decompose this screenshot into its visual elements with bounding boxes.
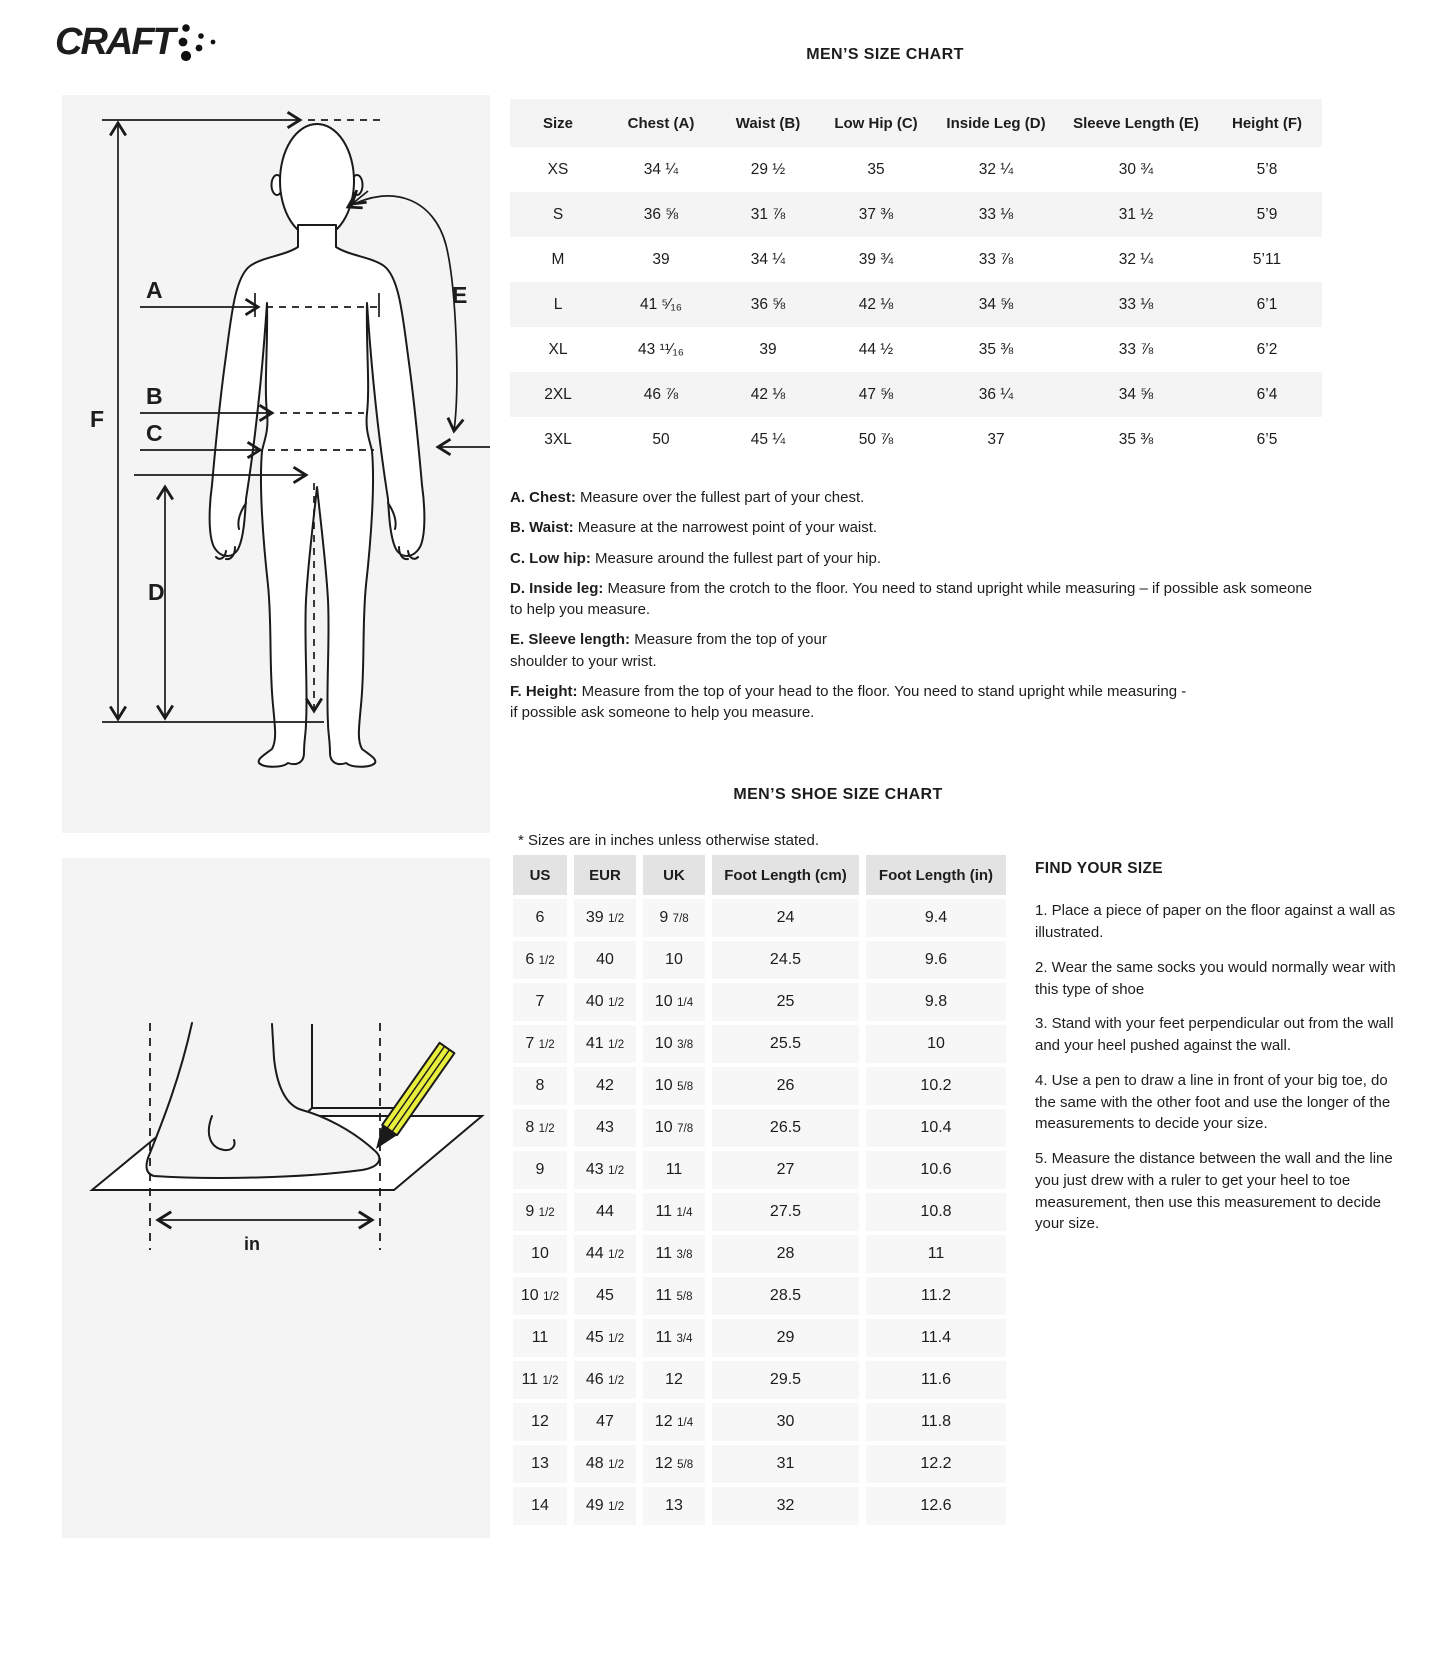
craft-logo-dots-icon: [178, 22, 224, 66]
label-c: C: [146, 420, 163, 446]
shoe-table-cell: 31: [712, 1445, 859, 1483]
measure-guide-item: B. Waist: Measure at the narrowest point of your waist.: [510, 519, 878, 537]
craft-logo-text: CRAFT: [55, 21, 174, 63]
shoe-table-cell: 27.5: [712, 1193, 859, 1231]
measure-guide-item: F. Height: Measure from the top of your head to the floor. You need to stand upright while measuring - if possible ask someone to help you measure.: [510, 683, 1187, 722]
shoe-table-cell: 10.6: [866, 1151, 1006, 1189]
size-table-cell: 43 ¹¹⁄₁₆: [638, 340, 684, 358]
fraction: 1/2: [608, 1249, 625, 1261]
find-your-size-section: [1035, 858, 1410, 1248]
body-measurement-diagram: [62, 95, 490, 833]
shoe-table-cell: 44 1/2: [574, 1235, 636, 1273]
label-a: A: [146, 277, 163, 303]
find-your-size-title: FIND YOUR SIZE: [1035, 860, 1163, 877]
size-table-cell: 34 ¼: [750, 250, 786, 268]
size-table-row: [510, 282, 1322, 327]
size-table-cell: M: [551, 250, 565, 268]
shoe-table-row: [513, 1319, 1006, 1357]
shoe-table-row: [513, 1487, 1006, 1525]
fraction: 1/2: [608, 1459, 625, 1471]
shoe-table-cell: 11 5/8: [643, 1277, 705, 1315]
size-table-cell: 34 ⅝: [1060, 372, 1212, 417]
human-figure: [210, 124, 425, 767]
size-table-cell: 37: [987, 430, 1005, 448]
shoe-table-cell: 11.8: [866, 1403, 1006, 1441]
shoe-table-cell: 45 1/2: [574, 1319, 636, 1357]
shoe-table-cell: 43 1/2: [574, 1151, 636, 1189]
shoe-table-row: [513, 1403, 1006, 1441]
size-column-header: Waist (B): [716, 99, 820, 147]
shoe-table-cell: 30: [712, 1403, 859, 1441]
size-table-row: [510, 327, 1322, 372]
shoe-table-cell: 45: [574, 1277, 636, 1315]
shoe-table-cell: 11: [513, 1319, 567, 1357]
shoe-table-cell: 8: [513, 1067, 567, 1105]
shoe-table-cell: 13: [643, 1487, 705, 1525]
shoe-table-cell: 6: [513, 899, 567, 937]
shoe-table-cell: 10 1/4: [643, 983, 705, 1021]
size-table-cell: XL: [548, 340, 568, 358]
shoe-table-cell: 43: [574, 1109, 636, 1147]
fraction: 1/2: [538, 1123, 555, 1135]
shoe-table-cell: 12 5/8: [643, 1445, 705, 1483]
shoe-table-cell: 11.4: [866, 1319, 1006, 1357]
fraction: 1/2: [608, 1165, 625, 1177]
fraction: 3/4: [676, 1333, 693, 1345]
shoe-table-cell: 47: [574, 1403, 636, 1441]
size-table-cell: 3XL: [544, 430, 572, 448]
size-column-header: Sleeve Length (E): [1060, 99, 1212, 147]
find-your-size-step: 2. Wear the same socks you would normally wear with this type of shoe: [1035, 958, 1396, 998]
measure-guide-label: F. Height:: [510, 683, 582, 701]
shoe-table-cell: 8 1/2: [513, 1109, 567, 1147]
fraction: 1/2: [538, 955, 555, 967]
shoe-column-header: EUR: [574, 855, 636, 895]
shoe-table-cell: 10 7/8: [643, 1109, 705, 1147]
fraction: 5/8: [677, 1081, 694, 1093]
size-table-cell: 6’1: [1212, 282, 1322, 327]
size-column-header: Height (F): [1212, 99, 1322, 147]
label-d: D: [148, 579, 165, 605]
size-table-cell: 5’8: [1256, 160, 1278, 178]
shoe-table-cell: 48 1/2: [574, 1445, 636, 1483]
fraction: 3/8: [677, 1039, 694, 1051]
shoe-table-row: [513, 1025, 1006, 1063]
foot-measurement-diagram-panel: [62, 858, 490, 1538]
shoe-table-cell: 42: [574, 1067, 636, 1105]
size-table-cell: 46 ⅞: [606, 372, 716, 417]
find-your-size-step: 4. Use a pen to draw a line in front of your big toe, do the same with the other foot and use the longer of the measurements to decide your size.: [1035, 1071, 1391, 1133]
size-table-cell: 37 ⅜: [820, 192, 932, 237]
size-table-cell: 42 ⅛: [820, 282, 932, 327]
shoe-table-cell: 11 3/8: [643, 1235, 705, 1273]
shoe-table-cell: 9: [513, 1151, 567, 1189]
shoe-column-header: US: [513, 855, 567, 895]
shoe-table-cell: 11 3/4: [643, 1319, 705, 1357]
measure-guide-item: C. Low hip: Measure around the fullest part of your hip.: [510, 549, 881, 567]
body-measurement-diagram-panel: [62, 95, 490, 833]
size-column-header: Size: [510, 99, 606, 147]
shoe-table-cell: 26: [712, 1067, 859, 1105]
shoe-table-cell: 26.5: [712, 1109, 859, 1147]
shoe-table-cell: 28: [712, 1235, 859, 1273]
size-table-cell: 31 ⅞: [716, 192, 820, 237]
shoe-table-cell: 12: [643, 1361, 705, 1399]
foot-outline: [147, 1023, 380, 1178]
shoe-table-cell: 10.2: [866, 1067, 1006, 1105]
shoe-table-cell: 12: [513, 1403, 567, 1441]
size-table-cell: 30 ¾: [1118, 160, 1154, 178]
label-e: E: [452, 282, 468, 308]
shoe-table-cell: 28.5: [712, 1277, 859, 1315]
shoe-table-cell: 11 1/2: [513, 1361, 567, 1399]
shoe-column-header: Foot Length (in): [866, 855, 1006, 895]
fraction: 7/8: [672, 913, 689, 925]
find-your-size-step: 5. Measure the distance between the wall and the line you just drew with a ruler to get your heel to toe measurement, then use this measurement to decide your size.: [1035, 1150, 1393, 1233]
measure-guide-item: A. Chest: Measure over the fullest part of your chest.: [510, 489, 865, 506]
size-table-cell: 36 ⅝: [606, 192, 716, 237]
size-table-cell: 33 ⅞: [1118, 340, 1154, 358]
shoe-table-header-row: [513, 855, 1006, 895]
size-table-cell: 5’9: [1212, 192, 1322, 237]
shoe-table-cell: 9.6: [866, 941, 1006, 979]
size-table-cell: 32 ¼: [978, 160, 1014, 178]
measure-guide-label: A. Chest:: [510, 489, 581, 506]
find-your-size-step: 3. Stand with your feet perpendicular out from the wall and your heel pushed against the wall.: [1035, 1015, 1394, 1055]
size-table-cell: 6’5: [1256, 430, 1278, 448]
shoe-column-header: Foot Length (cm): [712, 855, 859, 895]
shoe-table-cell: 9 7/8: [643, 899, 705, 937]
fraction: 1/4: [677, 1417, 694, 1429]
fraction: 1/2: [608, 1039, 625, 1051]
size-table-row: [510, 147, 1322, 192]
shoe-table-cell: 39 1/2: [574, 899, 636, 937]
size-table-cell: 33 ⅞: [978, 250, 1014, 268]
craft-logo: [55, 18, 224, 66]
shoe-table-cell: 29.5: [712, 1361, 859, 1399]
fraction: 1/4: [676, 1207, 693, 1219]
size-column-header: Chest (A): [606, 99, 716, 147]
shoe-table-cell: 12.2: [866, 1445, 1006, 1483]
fraction: 7/8: [677, 1123, 694, 1135]
label-f: F: [90, 406, 105, 432]
size-table-cell: 44 ½: [858, 340, 894, 358]
shoe-table-cell: 24: [712, 899, 859, 937]
measure-guide-item: D. Inside leg: Measure from the crotch to the floor. You need to stand upright while measuring – if possible ask someone to help you measure.: [510, 579, 1313, 619]
shoe-table-cell: 7 1/2: [513, 1025, 567, 1063]
size-column-header: Inside Leg (D): [932, 99, 1060, 147]
shoe-table-cell: 40 1/2: [574, 983, 636, 1021]
fraction: 5/8: [677, 1459, 694, 1471]
measure-guide-label: E. Sleeve length:: [510, 631, 635, 649]
shoe-table-row: [513, 1277, 1006, 1315]
shoe-table-cell: 14: [513, 1487, 567, 1525]
measurement-guide: [510, 487, 1355, 733]
size-table-cell: 5’11: [1252, 250, 1282, 268]
shoe-table-cell: 41 1/2: [574, 1025, 636, 1063]
foot-measurement-diagram: [62, 858, 490, 1538]
size-table-cell: 50: [652, 430, 670, 448]
shoe-table-row: [513, 1151, 1006, 1189]
size-table-cell: XS: [547, 160, 569, 178]
label-b: B: [146, 383, 163, 409]
size-table-cell: L: [510, 282, 606, 327]
shoe-table-cell: 11: [643, 1151, 705, 1189]
size-table-row: [510, 237, 1322, 282]
size-table-cell: 36 ⅝: [716, 282, 820, 327]
fraction: 1/2: [608, 997, 625, 1009]
inches-unit-label: in: [244, 1234, 260, 1254]
mens-shoe-size-chart-title: MEN’S SHOE SIZE CHART: [733, 786, 943, 803]
size-table-row: [510, 192, 1322, 237]
shoe-sizes-note: * Sizes are in inches unless otherwise stated.: [518, 832, 819, 849]
shoe-table-cell: 13: [513, 1445, 567, 1483]
shoe-table-cell: 46 1/2: [574, 1361, 636, 1399]
measure-guide-label: B. Waist:: [510, 519, 578, 537]
size-table-cell: 39: [652, 250, 670, 268]
fraction: 1/2: [608, 1375, 625, 1387]
shoe-table-cell: 10 5/8: [643, 1067, 705, 1105]
fraction: 3/8: [676, 1249, 693, 1261]
shoe-table-cell: 10: [866, 1025, 1006, 1063]
shoe-table-cell: 27: [712, 1151, 859, 1189]
shoe-table-cell: 6 1/2: [513, 941, 567, 979]
size-table-row: [510, 372, 1322, 417]
measure-guide-item: E. Sleeve length: Measure from the top of your shoulder to your wrist.: [510, 631, 827, 670]
shoe-table-cell: 29: [712, 1319, 859, 1357]
mens-size-chart-title: MEN’S SIZE CHART: [806, 46, 964, 63]
size-table-cell: 35: [867, 160, 885, 178]
shoe-table-cell: 25: [712, 983, 859, 1021]
mens-shoe-size-table: [506, 851, 1013, 1529]
fraction: 1/2: [608, 1333, 625, 1345]
shoe-table-row: [513, 1109, 1006, 1147]
shoe-table-cell: 10.4: [866, 1109, 1006, 1147]
shoe-table-cell: 12.6: [866, 1487, 1006, 1525]
shoe-table-cell: 9.8: [866, 983, 1006, 1021]
shoe-table-cell: 12 1/4: [643, 1403, 705, 1441]
size-table-cell: 34 ¼: [643, 160, 679, 178]
shoe-table-cell: 10: [643, 941, 705, 979]
size-table-cell: 6’2: [1256, 340, 1278, 358]
shoe-table-cell: 49 1/2: [574, 1487, 636, 1525]
shoe-table-cell: 11.6: [866, 1361, 1006, 1399]
shoe-table-row: [513, 1067, 1006, 1105]
find-your-size-steps: [1035, 900, 1410, 1235]
fraction: 1/2: [543, 1291, 560, 1303]
size-table-cell: 29 ½: [750, 160, 786, 178]
size-table-cell: 35 ⅜: [1118, 430, 1154, 448]
size-table-cell: 42 ⅛: [716, 372, 820, 417]
fraction: 1/2: [538, 1039, 555, 1051]
size-table-cell: 33 ⅛: [1060, 282, 1212, 327]
size-table-cell: 2XL: [510, 372, 606, 417]
shoe-table-cell: 25.5: [712, 1025, 859, 1063]
shoe-table-cell: 24.5: [712, 941, 859, 979]
size-table-cell: 35 ⅜: [978, 340, 1014, 358]
size-table-cell: 34 ⅝: [932, 282, 1060, 327]
shoe-table-cell: 10.8: [866, 1193, 1006, 1231]
shoe-table-row: [513, 1361, 1006, 1399]
size-table-cell: 39 ¾: [858, 250, 894, 268]
shoe-table-row: [513, 1235, 1006, 1273]
shoe-table-row: [513, 899, 1006, 937]
fraction: 1/2: [542, 1375, 559, 1387]
shoe-table-row: [513, 1193, 1006, 1231]
fraction: 1/4: [677, 997, 694, 1009]
shoe-table-cell: 7: [513, 983, 567, 1021]
size-column-header: Low Hip (C): [820, 99, 932, 147]
measure-guide-label: C. Low hip:: [510, 549, 595, 567]
fraction: 1/2: [538, 1207, 555, 1219]
shoe-table-cell: 40: [574, 941, 636, 979]
find-your-size-step: 1. Place a piece of paper on the floor against a wall as illustrated.: [1035, 902, 1396, 942]
shoe-table-cell: 9 1/2: [513, 1193, 567, 1231]
size-table-header-row: [510, 99, 1322, 147]
size-table-cell: 39: [759, 340, 777, 358]
fraction: 5/8: [676, 1291, 693, 1303]
shoe-table-cell: 10 1/2: [513, 1277, 567, 1315]
shoe-table-cell: 11 1/4: [643, 1193, 705, 1231]
size-table-cell: 41 ⁵⁄₁₆: [606, 282, 716, 327]
shoe-table-cell: 32: [712, 1487, 859, 1525]
size-table-cell: 47 ⅝: [820, 372, 932, 417]
shoe-table-cell: 44: [574, 1193, 636, 1231]
size-table-cell: 32 ¼: [1118, 250, 1154, 268]
size-table-cell: 33 ⅛: [932, 192, 1060, 237]
fraction: 1/2: [608, 1501, 625, 1513]
shoe-table-cell: 11: [866, 1235, 1006, 1273]
shoe-table-row: [513, 983, 1006, 1021]
size-table-cell: 50 ⅞: [858, 430, 894, 448]
shoe-table-cell: 9.4: [866, 899, 1006, 937]
shoe-column-header: UK: [643, 855, 705, 895]
size-table-cell: 31 ½: [1060, 192, 1212, 237]
size-table-cell: 45 ¼: [750, 430, 786, 448]
shoe-table-cell: 11.2: [866, 1277, 1006, 1315]
size-table-cell: S: [510, 192, 606, 237]
size-table-cell: 6’4: [1212, 372, 1322, 417]
shoe-table-row: [513, 941, 1006, 979]
size-table-cell: 36 ¼: [932, 372, 1060, 417]
shoe-table-row: [513, 1445, 1006, 1483]
measure-guide-label: D. Inside leg:: [510, 579, 608, 597]
shoe-table-cell: 10 3/8: [643, 1025, 705, 1063]
fraction: 1/2: [608, 913, 625, 925]
shoe-table-cell: 10: [513, 1235, 567, 1273]
size-table-row: [510, 417, 1322, 462]
mens-size-table: [510, 99, 1322, 462]
